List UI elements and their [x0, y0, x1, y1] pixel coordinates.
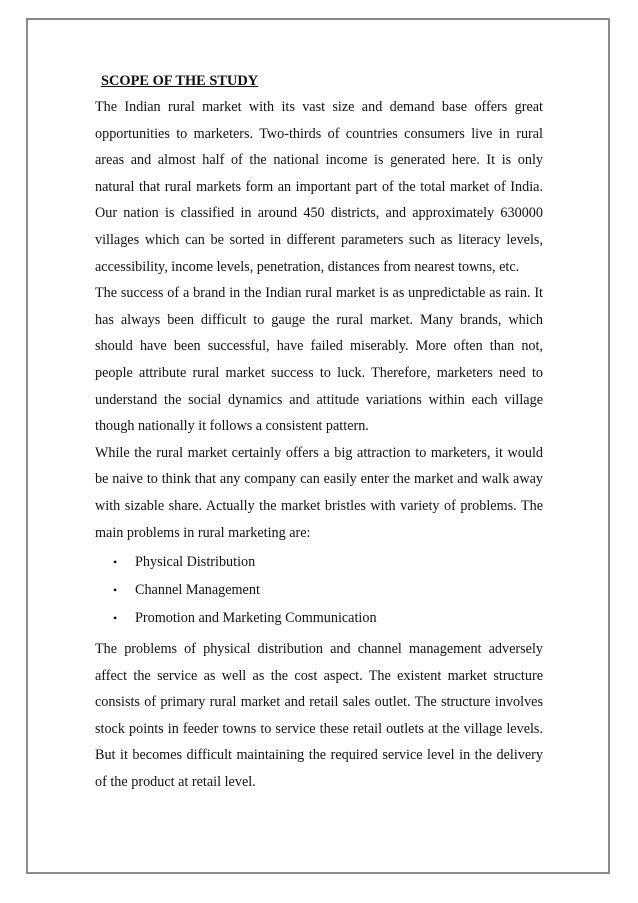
list-item [95, 548, 543, 576]
bullet-icon: • [113, 611, 118, 626]
document-body [95, 68, 543, 796]
paragraph-intro: The Indian rural market with its vast size and demand base offers great opportunities to marketers. Two-thirds of countries consumers live in rural areas and almost half of the national income is generated here. It is only natural that rural markets form an important part of the total market of India. Our nation is classified in around 450 districts, and approximately 630000 villages which can be sorted in different parameters such as literacy levels, accessibility, income levels, penetration, distances from nearest towns, etc. [95, 99, 543, 275]
problems-list [95, 548, 543, 632]
list-item-text: Promotion and Marketing Communication [135, 610, 377, 627]
list-item-text: Physical Distribution [135, 554, 256, 571]
list-item [95, 604, 543, 632]
bullet-icon: • [113, 555, 118, 570]
list-item-text: Channel Management [135, 582, 260, 599]
paragraph-brand-success: The success of a brand in the Indian rural market is as unpredictable as rain. It has always been difficult to gauge the rural market. Many brands, which should have been successful, have failed miserably. More often than not, people attribute rural market success to luck. Therefore, marketers need to understand the social dynamics and attitude variations within each village though nationally it follows a consistent pattern. [95, 285, 543, 435]
bullet-icon: • [113, 583, 118, 598]
paragraph-distribution: The problems of physical distribution and channel management adversely affect the service as well as the cost aspect. The existent market structure consists of primary rural market and retail sales outlet. The structure involves stock points in feeder towns to service these retail outlets at the village levels. But it becomes difficult maintaining the required service level in the delivery of the product at retail level. [95, 641, 543, 791]
section-heading: SCOPE OF THE STUDY [101, 73, 259, 89]
list-item [95, 576, 543, 604]
paragraph-problems-intro: While the rural market certainly offers a big attraction to marketers, it would be naive to think that any company can easily enter the market and walk away with sizable share. Actually the market bristles with variety of problems. The main problems in rural marketing are: [95, 444, 543, 541]
